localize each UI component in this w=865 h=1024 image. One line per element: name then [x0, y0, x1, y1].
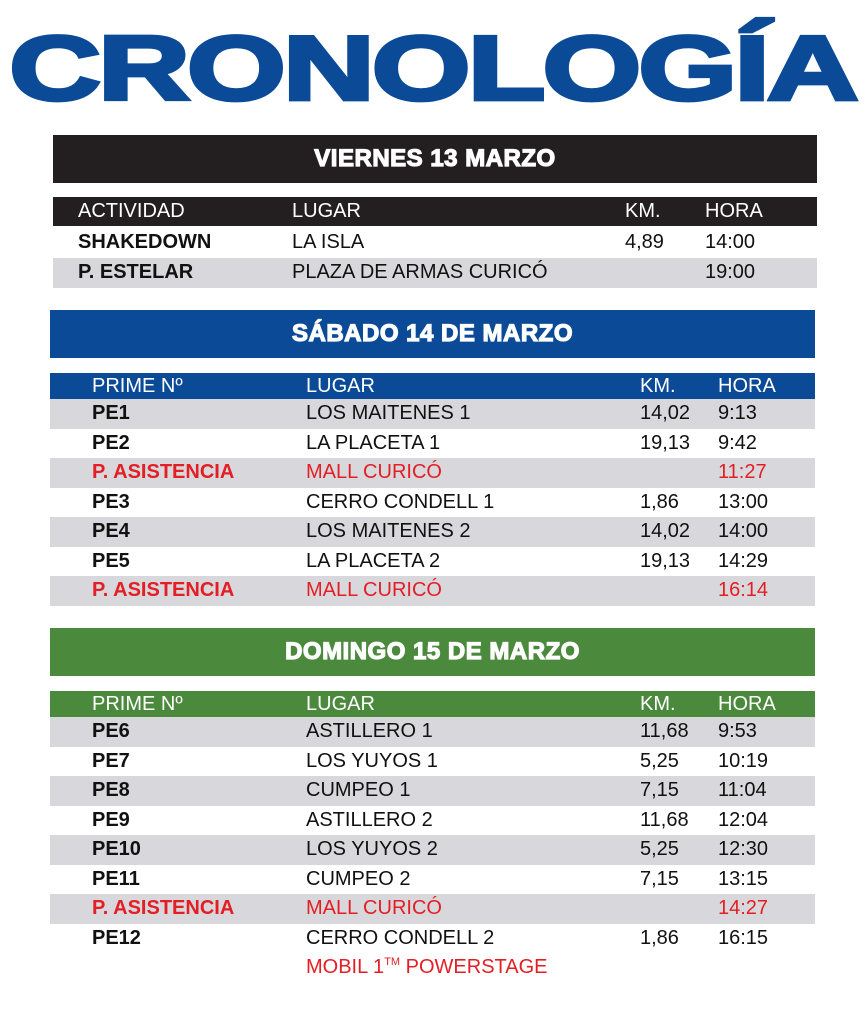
- cell-km: 1,86: [640, 490, 679, 513]
- table-row: [50, 747, 815, 777]
- cell-km: 14,02: [640, 520, 691, 543]
- cell-time: 9:13: [718, 402, 757, 425]
- cell-id: PE9: [92, 808, 130, 831]
- table-row: [50, 924, 815, 954]
- cell-id: P. ASISTENCIA: [92, 461, 235, 484]
- table-row: [50, 576, 815, 606]
- column-header: HORA: [718, 374, 776, 397]
- cell-place: LA PLACETA 1: [306, 431, 441, 454]
- cell-time: 19:00: [705, 261, 756, 284]
- cell-place: MALL CURICÓ: [306, 461, 442, 484]
- cell-time: 9:42: [718, 431, 757, 454]
- cell-id: P. ESTELAR: [78, 261, 194, 284]
- table-row: [50, 547, 815, 577]
- cell-km: 7,15: [640, 779, 679, 802]
- cell-place: CUMPEO 1: [306, 779, 411, 802]
- column-header: KM.: [625, 200, 661, 222]
- table-row: [50, 399, 815, 429]
- cell-place: CERRO CONDELL 2: [306, 926, 495, 949]
- cell-place: LA ISLA: [292, 230, 365, 253]
- cell-id: PE4: [92, 520, 130, 543]
- table-row: [50, 458, 815, 488]
- column-header: HORA: [718, 692, 776, 715]
- cell-place: LOS YUYOS 1: [306, 749, 438, 772]
- cell-time: 16:15: [718, 926, 769, 949]
- cell-place: LA PLACETA 2: [306, 549, 441, 572]
- cell-id: SHAKEDOWN: [78, 230, 212, 253]
- day-header: VIERNES 13 MARZO: [53, 135, 817, 183]
- cell-time: 13:00: [718, 490, 769, 513]
- cell-place: ASTILLERO 1: [306, 720, 433, 743]
- cell-time: 10:19: [718, 749, 769, 772]
- cell-id: PE11: [92, 867, 140, 890]
- powerstage-label: [306, 956, 548, 979]
- cell-time: 9:53: [718, 720, 757, 743]
- table-header: [50, 373, 815, 399]
- cell-time: 16:14: [718, 579, 769, 602]
- cell-id: PE3: [92, 490, 130, 513]
- table-row: [50, 429, 815, 459]
- cell-time: 14:00: [718, 520, 769, 543]
- cell-place: CERRO CONDELL 1: [306, 490, 495, 513]
- cell-time: 14:00: [705, 230, 756, 253]
- cell-place: LOS YUYOS 2: [306, 838, 438, 861]
- table-row: [53, 227, 817, 258]
- column-header: ACTIVIDAD: [78, 200, 185, 222]
- cell-km: 5,25: [640, 838, 679, 861]
- title-text: CRONOLOGÍA: [9, 17, 856, 120]
- cell-time: 11:27: [718, 461, 767, 484]
- powerstage-text: MOBIL 1: [306, 956, 385, 979]
- cell-km: 11,68: [640, 720, 689, 743]
- cell-km: 19,13: [640, 431, 691, 454]
- column-header: LUGAR: [292, 200, 361, 222]
- cell-km: 19,13: [640, 549, 691, 572]
- table-row: [50, 517, 815, 547]
- table-header: [50, 691, 815, 717]
- cell-km: 1,86: [640, 926, 679, 949]
- cell-km: 7,15: [640, 867, 679, 890]
- cell-km: 4,89: [625, 230, 664, 253]
- cell-id: P. ASISTENCIA: [92, 579, 235, 602]
- page-title: [0, 14, 865, 124]
- cell-id: PE5: [92, 549, 130, 572]
- cell-place: PLAZA DE ARMAS CURICÓ: [292, 261, 548, 284]
- table-row: [50, 806, 815, 836]
- cell-place: MALL CURICÓ: [306, 897, 442, 920]
- table-header: [53, 197, 817, 226]
- column-header: LUGAR: [306, 374, 375, 397]
- cell-km: 5,25: [640, 749, 679, 772]
- cell-id: PE8: [92, 779, 130, 802]
- column-header: PRIME Nº: [92, 374, 183, 397]
- cell-place: ASTILLERO 2: [306, 808, 433, 831]
- table-row: [50, 488, 815, 518]
- cell-id: PE10: [92, 838, 141, 861]
- table-row: [50, 717, 815, 747]
- cell-km: 14,02: [640, 402, 691, 425]
- table-row: [50, 776, 815, 806]
- table-row: [50, 894, 815, 924]
- cell-place: LOS MAITENES 1: [306, 402, 471, 425]
- trademark: TM: [384, 956, 401, 969]
- cell-id: P. ASISTENCIA: [92, 897, 235, 920]
- column-header: HORA: [705, 200, 763, 222]
- cell-id: PE7: [92, 749, 130, 772]
- column-header: KM.: [640, 374, 676, 397]
- cell-id: PE12: [92, 926, 141, 949]
- cell-time: 12:30: [718, 838, 769, 861]
- powerstage-suffix: POWERSTAGE: [400, 956, 548, 979]
- cell-id: PE2: [92, 431, 130, 454]
- cell-time: 12:04: [718, 808, 769, 831]
- column-header: KM.: [640, 692, 676, 715]
- column-header: LUGAR: [306, 692, 375, 715]
- cell-time: 14:29: [718, 549, 769, 572]
- cell-km: 11,68: [640, 808, 689, 831]
- cell-id: PE6: [92, 720, 130, 743]
- cell-id: PE1: [92, 402, 130, 425]
- table-row: [50, 835, 815, 865]
- table-row: [53, 258, 817, 289]
- cell-place: CUMPEO 2: [306, 867, 411, 890]
- day-header: DOMINGO 15 DE MARZO: [50, 628, 815, 676]
- cell-place: LOS MAITENES 2: [306, 520, 471, 543]
- table-row: [50, 865, 815, 895]
- cell-time: 11:04: [718, 779, 767, 802]
- day-header: SÁBADO 14 DE MARZO: [50, 310, 815, 358]
- cell-time: 14:27: [718, 897, 769, 920]
- cell-time: 13:15: [718, 867, 769, 890]
- cell-place: MALL CURICÓ: [306, 579, 442, 602]
- column-header: PRIME Nº: [92, 692, 183, 715]
- powerstage-note: [50, 953, 815, 983]
